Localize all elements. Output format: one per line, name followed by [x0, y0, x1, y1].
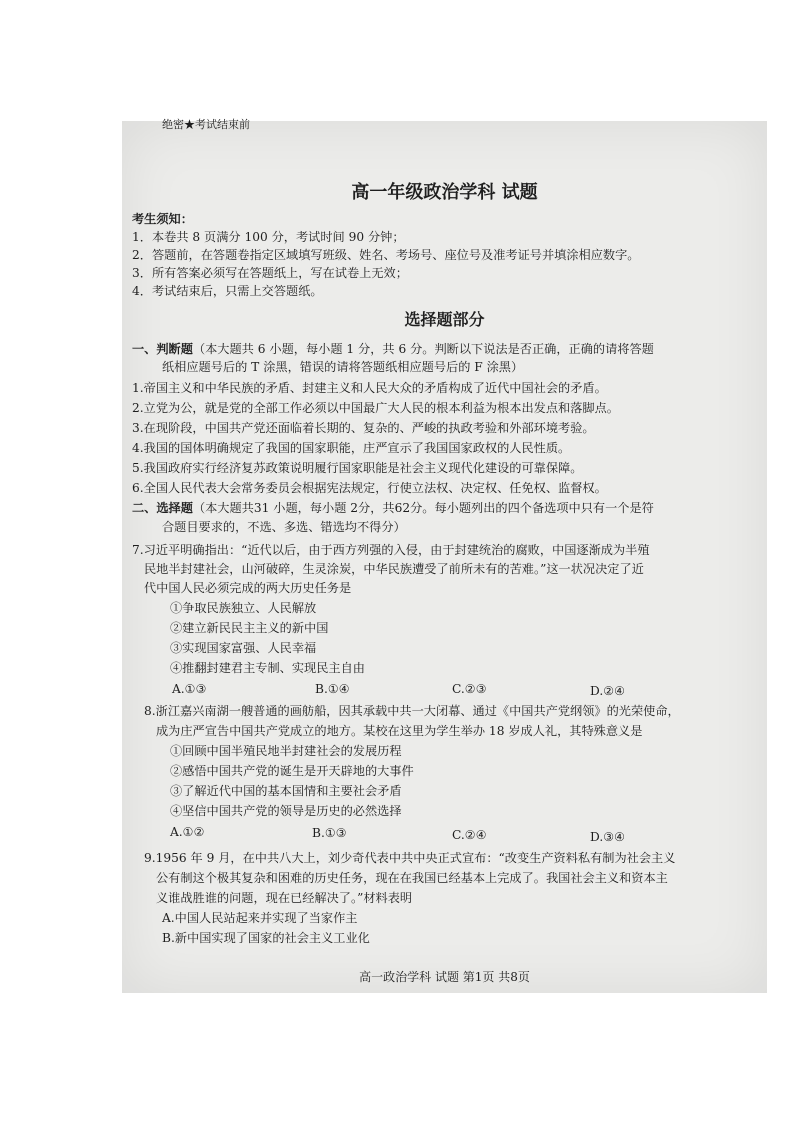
judge-question: 5.我国政府实行经济复苏政策说明履行国家职能是社会主义现代化建设的可靠保障。: [132, 461, 583, 475]
q8-choice: C.②④: [452, 828, 487, 842]
confidential-mark: 绝密★考试结束前: [162, 118, 250, 131]
judge-question: 4.我国的国体明确规定了我国的国家职能，庄严宣示了我国国家政权的人民性质。: [132, 441, 571, 455]
q7-choice: D.②④: [590, 684, 626, 698]
q9-stem: 义谁战胜谁的问题，现在已经解决了。”材料表明: [156, 891, 413, 905]
q7-item: ④推翻封建君主专制、实现民主自由: [170, 661, 365, 675]
q8-choice: D.③④: [590, 830, 626, 844]
part1-intro-cont: 纸相应题号后的 T 涂黑，错误的请将答题纸相应题号后的 F 涂黑）: [162, 360, 524, 374]
q8-item: ④坚信中国共产党的领导是历史的必然选择: [170, 804, 402, 818]
notice-item: 3．所有答案必须写在答题纸上，写在试卷上无效；: [132, 266, 408, 280]
q7-item: ①争取民族独立、人民解放: [170, 601, 317, 615]
q8-choice: A.①②: [170, 825, 205, 839]
part1-header: [132, 341, 654, 357]
notice-heading: 考生须知：: [132, 212, 193, 226]
q9-stem: 公有制这个极其复杂和困难的历史任务，现在在我国已经基本上完成了。我国社会主义和资本主: [156, 871, 668, 885]
exam-page: [122, 118, 767, 993]
q8-stem: 8.浙江嘉兴南湖一艘普通的画舫船，因其承载中共一大闭幕、通过《中国共产党纲领》的光荣使命，: [144, 704, 680, 718]
q7-choice: B.①④: [315, 682, 350, 696]
q7-item: ③实现国家富强、人民幸福: [170, 641, 317, 655]
q8-choice: B.①③: [312, 826, 347, 840]
q7-choice: C.②③: [452, 682, 487, 696]
part2-intro: （本大题共31 小题，每小题 2分，共62分。每小题列出的四个备选项中只有一个是符: [192, 501, 654, 515]
notice-item: 4．考试结束后，只需上交答题纸。: [132, 284, 323, 298]
q7-stem: 7.习近平明确指出：“近代以后，由于西方列强的入侵，由于封建统治的腐败，中国逐渐成为半殖: [132, 543, 650, 557]
page-footer: 高一政治学科 试题 第1页 共8页: [359, 970, 530, 984]
q9-choice: A.中国人民站起来并实现了当家作主: [162, 911, 358, 925]
judge-question: 3.在现阶段，中国共产党还面临着长期的、复杂的、严峻的执政考验和外部环境考验。: [132, 421, 595, 435]
q9-choice: B.新中国实现了国家的社会主义工业化: [162, 931, 370, 945]
q8-item: ③了解近代中国的基本国情和主要社会矛盾: [170, 784, 402, 798]
judge-question: 6.全国人民代表大会常务委员会根据宪法规定，行使立法权、决定权、任免权、监督权。: [132, 481, 607, 495]
q7-item: ②建立新民民主主义的新中国: [170, 621, 329, 635]
part2-label: 二、选择题: [132, 501, 193, 515]
notice-item: 2．答题前，在答题卷指定区域填写班级、姓名、考场号、座位号及准考证号并填涂相应数字。: [132, 248, 640, 262]
q7-stem: 民地半封建社会，山河破碎，生灵涂炭，中华民族遭受了前所未有的苦难。”这一状况决定了近: [144, 562, 644, 576]
q7-choice: A.①③: [172, 682, 207, 696]
part2-header: [132, 500, 654, 516]
exam-title: 高一年级政治学科 试题: [351, 182, 538, 203]
section-title: 选择题部分: [404, 310, 485, 329]
q7-stem: 代中国人民必须完成的两大历史任务是: [144, 581, 352, 595]
part2-intro-cont: 合题目要求的，不选、多选、错选均不得分）: [162, 520, 406, 534]
q8-item: ①回顾中国半殖民地半封建社会的发展历程: [170, 744, 402, 758]
judge-question: 2.立党为公，就是党的全部工作必须以中国最广大人民的根本利益为根本出发点和落脚点。: [132, 401, 619, 415]
q8-item: ②感悟中国共产党的诞生是开天辟地的大事件: [170, 764, 414, 778]
judge-question: 1.帝国主义和中华民族的矛盾、封建主义和人民大众的矛盾构成了近代中国社会的矛盾。: [132, 381, 607, 395]
notice-item: 1．本卷共 8 页满分 100 分，考试时间 90 分钟；: [132, 230, 405, 244]
part1-label: 一、判断题: [132, 342, 193, 356]
q9-stem: 9.1956 年 9 月，在中共八大上，刘少奇代表中共中央正式宣布：“改变生产资料私有制为社会主义: [144, 851, 676, 865]
part1-intro: （本大题共 6 小题，每小题 1 分，共 6 分。判断以下说法是否正确，正确的请将答题: [192, 342, 654, 356]
q8-stem: 成为庄严宣告中国共产党成立的地方。某校在这里为学生举办 18 岁成人礼，其特殊意义是: [156, 724, 643, 738]
